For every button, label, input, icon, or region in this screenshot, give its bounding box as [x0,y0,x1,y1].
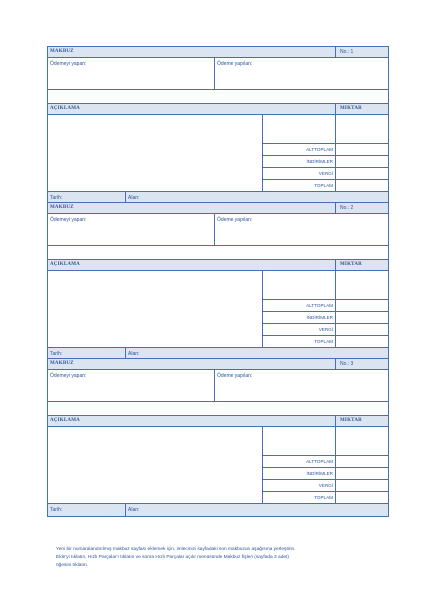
total-label: TOPLAM [262,335,335,347]
discounts-value[interactable] [335,467,388,479]
subtotal-label: ALTTOPLAM [262,143,335,155]
receipt-footer-row [48,504,388,516]
date-label: Tarih: [50,195,63,201]
date-label: Tarih: [50,507,63,513]
description-area[interactable] [48,271,388,348]
receipt-number[interactable]: No.: 1 [335,47,388,57]
payee-field[interactable] [214,214,388,245]
payer-field[interactable] [48,214,214,245]
receipt-number[interactable]: No.: 2 [335,203,388,213]
payee-label: Ödeme yapılan: [217,217,253,223]
subtotal-value[interactable] [335,299,388,311]
subtotal-value[interactable] [335,455,388,467]
description-header: AÇIKLAMA [50,418,80,423]
description-area[interactable] [48,115,388,192]
total-value[interactable] [335,491,388,503]
discounts-label: İNDİRİMLER [262,155,335,167]
payer-label: Ödemeyi yapan: [50,373,87,379]
subtotal-label: ALTTOPLAM [262,455,335,467]
spacer-row [48,246,388,260]
total-label: TOPLAM [262,179,335,191]
amount-header: MIKTAR [335,416,388,426]
amount-header: MIKTAR [335,104,388,114]
payee-field[interactable] [214,370,388,401]
receipt-title: MAKBUZ [50,205,74,210]
description-header: AÇIKLAMA [50,262,80,267]
tax-value[interactable] [335,323,388,335]
spacer-row [48,90,388,104]
payer-field[interactable] [48,58,214,89]
receipt-number[interactable]: No.: 3 [335,359,388,369]
description-header-row [48,104,388,115]
description-header: AÇIKLAMA [50,106,80,111]
discounts-label: İNDİRİMLER [262,311,335,323]
subtotal-value[interactable] [335,143,388,155]
discounts-value[interactable] [335,311,388,323]
payer-row [48,370,388,402]
receipt-header-row [48,47,388,58]
tax-label: VERGİ [262,323,335,335]
tax-label: VERGİ [262,479,335,491]
receipt-2 [47,202,389,361]
receiver-label: Alan: [128,351,140,357]
instructions-line-1: Yeni bir numaralandırılmış makbuz sayfası eklemek için, imlecinizi sayfadaki son makbuzun aşağısına yerleştirin. [56,547,296,552]
description-header-row [48,416,388,427]
instructions-line-2: Ekle'yi tıklatın, Hızlı Parçalar'ı tıklatın ve sonra Hızlı Parçalar açılır menüsünde Makbuz fişleri (sayfada 3 adet) [56,555,289,560]
payee-label: Ödeme yapılan: [217,373,253,379]
tax-value[interactable] [335,167,388,179]
payer-row [48,214,388,246]
amount-header: MIKTAR [335,260,388,270]
subtotal-label: ALTTOPLAM [262,299,335,311]
receiver-label: Alan: [128,507,140,513]
total-label: TOPLAM [262,491,335,503]
receipt-header-row [48,203,388,214]
receipt-header-row [48,359,388,370]
instructions-text [56,546,391,570]
date-label: Tarih: [50,351,63,357]
total-value[interactable] [335,335,388,347]
receipt-1 [47,46,389,205]
spacer-row [48,402,388,416]
description-header-row [48,260,388,271]
receiver-label: Alan: [128,195,140,201]
payee-label: Ödeme yapılan: [217,61,253,67]
discounts-label: İNDİRİMLER [262,467,335,479]
date-field[interactable] [48,504,125,516]
payer-label: Ödemeyi yapan: [50,217,87,223]
payer-label: Ödemeyi yapan: [50,61,87,67]
payer-row [48,58,388,90]
description-area[interactable] [48,427,388,504]
receipt-title: MAKBUZ [50,49,74,54]
tax-label: VERGİ [262,167,335,179]
payee-field[interactable] [214,58,388,89]
tax-value[interactable] [335,479,388,491]
receipt-title: MAKBUZ [50,361,74,366]
receiver-field[interactable] [125,504,388,516]
discounts-value[interactable] [335,155,388,167]
receipt-3 [47,358,389,517]
payer-field[interactable] [48,370,214,401]
instructions-line-3: öğesini tıklatın. [56,563,88,568]
total-value[interactable] [335,179,388,191]
